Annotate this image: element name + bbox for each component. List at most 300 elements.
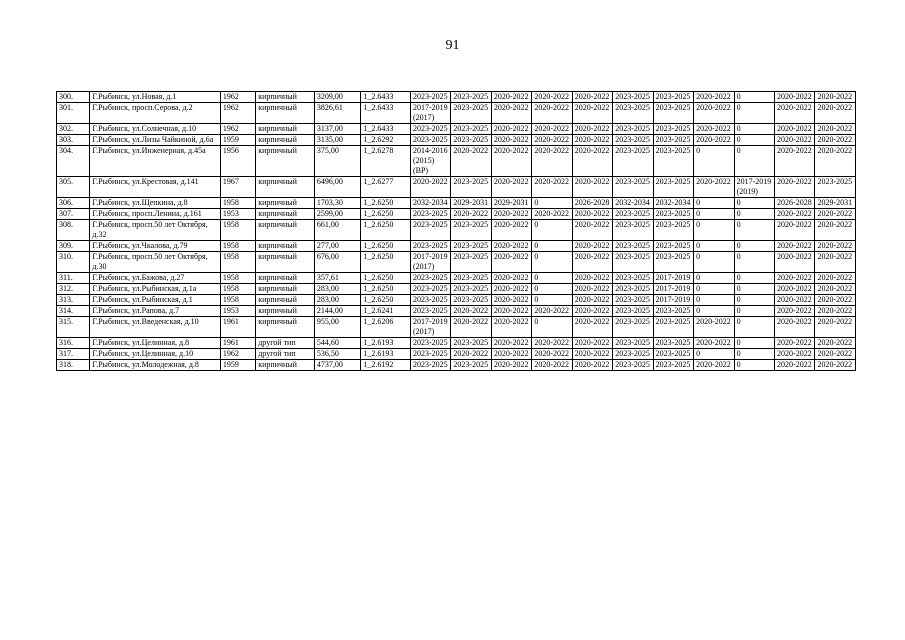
table-row: [57, 252, 856, 273]
row-number-cell: 313.: [57, 295, 90, 306]
work-period-cell: 2020-2022: [491, 317, 531, 338]
row-number-cell: 305.: [57, 177, 90, 198]
work-period-cell: 2020-2022: [572, 360, 612, 371]
work-period-cell: 2023-2025: [613, 349, 653, 360]
work-period-cell: 2023-2025: [451, 92, 491, 103]
work-period-cell: 2023-2025: [613, 209, 653, 220]
work-period-cell: 2023-2025: [410, 209, 450, 220]
work-period-cell: 2020-2022: [815, 360, 856, 371]
work-period-cell: 2020-2022: [491, 92, 531, 103]
work-period-cell: 2020-2022: [532, 177, 572, 198]
work-period-cell: 2020-2022: [694, 338, 734, 349]
work-period-cell: 2020-2022: [775, 306, 815, 317]
address-cell: Г.Рыбинск, ул.Рыбинская, д.1: [90, 295, 220, 306]
address-cell: Г.Рыбинск, ул.Целинная, д.8: [90, 338, 220, 349]
address-cell: Г.Рыбинск, ул.Рапова, д.7: [90, 306, 220, 317]
address-cell: Г.Рыбинск, просп.50 лет Октября, д.32: [90, 220, 220, 241]
work-period-cell: 0: [734, 360, 774, 371]
work-period-cell: 2020-2022: [572, 92, 612, 103]
area-cell: 3137,00: [314, 124, 361, 135]
work-period-cell: 2020-2022: [815, 295, 856, 306]
row-number-cell: 317.: [57, 349, 90, 360]
work-period-cell: 0: [694, 273, 734, 284]
work-period-cell: 2020-2022: [775, 220, 815, 241]
code-cell: 1_2.6433: [361, 103, 411, 124]
work-period-cell: 2020-2022: [491, 284, 531, 295]
wall-material-cell: кирпичный: [256, 177, 315, 198]
work-period-cell: 2020-2022: [532, 349, 572, 360]
area-cell: 283,00: [314, 284, 361, 295]
work-period-cell: 2026-2028: [572, 198, 612, 209]
code-cell: 1_2.6241: [361, 306, 411, 317]
work-period-cell: 0: [734, 338, 774, 349]
work-period-cell: 0: [734, 146, 774, 177]
work-period-cell: 2023-2025: [613, 306, 653, 317]
wall-material-cell: кирпичный: [256, 220, 315, 241]
work-period-cell: 0: [734, 241, 774, 252]
table-row: [57, 273, 856, 284]
work-period-cell: 2020-2022: [572, 273, 612, 284]
row-number-cell: 304.: [57, 146, 90, 177]
work-period-cell: 0: [734, 252, 774, 273]
work-period-cell: 2020-2022: [815, 252, 856, 273]
address-cell: Г.Рыбинск, ул.Молодежная, д.8: [90, 360, 220, 371]
work-period-cell: 2020-2022: [775, 338, 815, 349]
work-period-cell: 2020-2022: [532, 338, 572, 349]
work-period-cell: 2023-2025: [451, 124, 491, 135]
code-cell: 1_2.6193: [361, 338, 411, 349]
work-period-cell: 2020-2022: [815, 92, 856, 103]
work-period-cell: 2029-2031: [451, 198, 491, 209]
work-period-cell: 2020-2022: [532, 103, 572, 124]
row-number-cell: 314.: [57, 306, 90, 317]
work-period-cell: 2020-2022: [532, 92, 572, 103]
work-period-cell: 2023-2025: [451, 177, 491, 198]
address-cell: Г.Рыбинск, ул.Лизы Чайкиной, д.6a: [90, 135, 220, 146]
work-period-cell: 2023-2025: [410, 338, 450, 349]
year-built-cell: 1958: [220, 220, 255, 241]
work-period-cell: 2020-2022: [694, 92, 734, 103]
area-cell: 3826,61: [314, 103, 361, 124]
work-period-cell: 2020-2022: [694, 317, 734, 338]
year-built-cell: 1958: [220, 241, 255, 252]
area-cell: 1703,30: [314, 198, 361, 209]
code-cell: 1_2.6250: [361, 295, 411, 306]
work-period-cell: 0: [734, 103, 774, 124]
table-row: [57, 220, 856, 241]
work-period-cell: 0: [734, 317, 774, 338]
work-period-cell: 2029-2031: [815, 198, 856, 209]
work-period-cell: 2020-2022: [532, 124, 572, 135]
address-cell: Г.Рыбинск, ул.Рыбинская, д.1а: [90, 284, 220, 295]
work-period-cell: 2032-2034: [653, 198, 693, 209]
area-cell: 544,60: [314, 338, 361, 349]
work-period-cell: 2020-2022: [815, 273, 856, 284]
work-period-cell: 2020-2022: [775, 177, 815, 198]
work-period-cell: 2023-2025: [613, 284, 653, 295]
table-row: [57, 177, 856, 198]
row-number-cell: 315.: [57, 317, 90, 338]
work-period-cell: 0: [694, 209, 734, 220]
work-period-cell: 2020-2022: [694, 177, 734, 198]
work-period-cell: 0: [694, 198, 734, 209]
year-built-cell: 1956: [220, 146, 255, 177]
work-period-cell: 2020-2022: [532, 135, 572, 146]
work-period-cell: 2020-2022: [532, 146, 572, 177]
row-number-cell: 318.: [57, 360, 90, 371]
work-period-cell: 2023-2025: [653, 338, 693, 349]
work-period-cell: 2020-2022: [694, 360, 734, 371]
work-period-cell: 2023-2025: [613, 273, 653, 284]
work-period-cell: 0: [734, 92, 774, 103]
table-row: [57, 124, 856, 135]
housing-registry-table: [56, 91, 856, 371]
year-built-cell: 1958: [220, 273, 255, 284]
wall-material-cell: кирпичный: [256, 92, 315, 103]
address-cell: Г.Рыбинск, просп.Ленина, д.161: [90, 209, 220, 220]
work-period-cell: 2023-2025: [653, 177, 693, 198]
work-period-cell: 2020-2022: [572, 209, 612, 220]
address-cell: Г.Рыбинск, просп.Серова, д.2: [90, 103, 220, 124]
work-period-cell: 2020-2022: [775, 135, 815, 146]
work-period-cell: 2023-2025: [815, 177, 856, 198]
row-number-cell: 310.: [57, 252, 90, 273]
work-period-cell: 0: [734, 124, 774, 135]
code-cell: 1_2.6250: [361, 241, 411, 252]
area-cell: 676,00: [314, 252, 361, 273]
work-period-cell: 2020-2022: [491, 295, 531, 306]
work-period-cell: 2020-2022: [775, 317, 815, 338]
work-period-cell: 2020-2022: [532, 209, 572, 220]
work-period-cell: 2023-2025: [653, 103, 693, 124]
work-period-cell: 0: [734, 306, 774, 317]
work-period-cell: 2020-2022: [572, 124, 612, 135]
row-number-cell: 300.: [57, 92, 90, 103]
wall-material-cell: кирпичный: [256, 317, 315, 338]
work-period-cell: 2023-2025: [451, 273, 491, 284]
work-period-cell: 2020-2022: [775, 273, 815, 284]
area-cell: 2599,00: [314, 209, 361, 220]
row-number-cell: 306.: [57, 198, 90, 209]
row-number-cell: 309.: [57, 241, 90, 252]
table-row: [57, 135, 856, 146]
work-period-cell: 2023-2025: [451, 295, 491, 306]
work-period-cell: 2023-2025: [410, 295, 450, 306]
wall-material-cell: кирпичный: [256, 273, 315, 284]
work-period-cell: 0: [532, 295, 572, 306]
year-built-cell: 1958: [220, 295, 255, 306]
year-built-cell: 1967: [220, 177, 255, 198]
work-period-cell: 2023-2025: [410, 284, 450, 295]
work-period-cell: 2023-2025: [410, 273, 450, 284]
address-cell: Г.Рыбинск, ул.Крестовая, д.141: [90, 177, 220, 198]
area-cell: 277,00: [314, 241, 361, 252]
table-row: [57, 360, 856, 371]
work-period-cell: 2023-2025: [451, 338, 491, 349]
work-period-cell: 2020-2022: [572, 317, 612, 338]
work-period-cell: 2020-2022: [775, 360, 815, 371]
table-row: [57, 349, 856, 360]
work-period-cell: 2020-2022: [491, 209, 531, 220]
code-cell: 1_2.6192: [361, 360, 411, 371]
work-period-cell: 2017-2019 (2017): [410, 252, 450, 273]
work-period-cell: 2020-2022: [572, 252, 612, 273]
wall-material-cell: кирпичный: [256, 241, 315, 252]
area-cell: 3209,00: [314, 92, 361, 103]
wall-material-cell: кирпичный: [256, 295, 315, 306]
area-cell: 536,50: [314, 349, 361, 360]
wall-material-cell: кирпичный: [256, 135, 315, 146]
year-built-cell: 1958: [220, 252, 255, 273]
row-number-cell: 301.: [57, 103, 90, 124]
address-cell: Г.Рыбинск, ул.Введенская, д.10: [90, 317, 220, 338]
work-period-cell: 2023-2025: [451, 360, 491, 371]
area-cell: 283,00: [314, 295, 361, 306]
work-period-cell: 2023-2025: [653, 146, 693, 177]
work-period-cell: 2017-2019: [653, 273, 693, 284]
work-period-cell: 0: [734, 273, 774, 284]
work-period-cell: 2020-2022: [815, 146, 856, 177]
work-period-cell: 2023-2025: [451, 135, 491, 146]
work-period-cell: 2020-2022: [775, 209, 815, 220]
work-period-cell: 2020-2022: [491, 135, 531, 146]
work-period-cell: 2026-2028: [775, 198, 815, 209]
work-period-cell: 2023-2025: [410, 360, 450, 371]
address-cell: Г.Рыбинск, ул.Чкалова, д.79: [90, 241, 220, 252]
work-period-cell: 2017-2019 (2019): [734, 177, 774, 198]
work-period-cell: 2020-2022: [572, 295, 612, 306]
work-period-cell: 2023-2025: [613, 146, 653, 177]
work-period-cell: 2020-2022: [572, 284, 612, 295]
address-cell: Г.Рыбинск, просп.50 лет Октября, д.30: [90, 252, 220, 273]
work-period-cell: 2020-2022: [451, 146, 491, 177]
code-cell: 1_2.6250: [361, 273, 411, 284]
wall-material-cell: другой тип: [256, 349, 315, 360]
work-period-cell: 2020-2022: [775, 295, 815, 306]
work-period-cell: 0: [734, 209, 774, 220]
work-period-cell: 2020-2022: [572, 146, 612, 177]
work-period-cell: 2023-2025: [653, 349, 693, 360]
area-cell: 661,00: [314, 220, 361, 241]
table-row: [57, 146, 856, 177]
page-number: 91: [445, 38, 460, 53]
row-number-cell: 316.: [57, 338, 90, 349]
work-period-cell: 2023-2025: [613, 103, 653, 124]
row-number-cell: 312.: [57, 284, 90, 295]
work-period-cell: 2020-2022: [815, 209, 856, 220]
row-number-cell: 311.: [57, 273, 90, 284]
code-cell: 1_2.6278: [361, 146, 411, 177]
work-period-cell: 2020-2022: [815, 220, 856, 241]
code-cell: 1_2.6250: [361, 220, 411, 241]
work-period-cell: 2023-2025: [410, 135, 450, 146]
work-period-cell: 2020-2022: [491, 338, 531, 349]
work-period-cell: 2023-2025: [451, 103, 491, 124]
table-row: [57, 209, 856, 220]
work-period-cell: 0: [532, 252, 572, 273]
work-period-cell: 2020-2022: [451, 349, 491, 360]
work-period-cell: 0: [694, 349, 734, 360]
code-cell: 1_2.6250: [361, 284, 411, 295]
table-row: [57, 284, 856, 295]
work-period-cell: 2023-2025: [613, 252, 653, 273]
work-period-cell: 0: [532, 273, 572, 284]
year-built-cell: 1953: [220, 306, 255, 317]
year-built-cell: 1962: [220, 124, 255, 135]
work-period-cell: 0: [532, 220, 572, 241]
work-period-cell: 2020-2022: [815, 306, 856, 317]
work-period-cell: 2020-2022: [775, 124, 815, 135]
work-period-cell: 2014-2016 (2015) (ВР): [410, 146, 450, 177]
work-period-cell: 2023-2025: [653, 92, 693, 103]
work-period-cell: 2020-2022: [451, 209, 491, 220]
work-period-cell: 2020-2022: [775, 103, 815, 124]
wall-material-cell: кирпичный: [256, 360, 315, 371]
work-period-cell: 2023-2025: [613, 317, 653, 338]
work-period-cell: 2023-2025: [653, 360, 693, 371]
work-period-cell: 2017-2019: [653, 295, 693, 306]
table-row: [57, 92, 856, 103]
wall-material-cell: кирпичный: [256, 146, 315, 177]
table-row: [57, 295, 856, 306]
work-period-cell: 2023-2025: [410, 92, 450, 103]
code-cell: 1_2.6250: [361, 209, 411, 220]
work-period-cell: 2020-2022: [532, 360, 572, 371]
work-period-cell: 2023-2025: [653, 241, 693, 252]
work-period-cell: 2023-2025: [613, 92, 653, 103]
work-period-cell: 2023-2025: [451, 241, 491, 252]
year-built-cell: 1953: [220, 209, 255, 220]
work-period-cell: 2023-2025: [613, 295, 653, 306]
wall-material-cell: кирпичный: [256, 284, 315, 295]
work-period-cell: 2020-2022: [775, 284, 815, 295]
year-built-cell: 1962: [220, 103, 255, 124]
work-period-cell: 2020-2022: [815, 135, 856, 146]
year-built-cell: 1958: [220, 198, 255, 209]
year-built-cell: 1962: [220, 92, 255, 103]
work-period-cell: 2020-2022: [451, 306, 491, 317]
row-number-cell: 308.: [57, 220, 90, 241]
work-period-cell: 2032-2034: [613, 198, 653, 209]
wall-material-cell: кирпичный: [256, 306, 315, 317]
work-period-cell: 2020-2022: [572, 241, 612, 252]
work-period-cell: 2020-2022: [775, 92, 815, 103]
address-cell: Г.Рыбинск, ул.Бажова, д.27: [90, 273, 220, 284]
row-number-cell: 303.: [57, 135, 90, 146]
work-period-cell: 2029-2031: [491, 198, 531, 209]
work-period-cell: 2020-2022: [775, 349, 815, 360]
work-period-cell: 2020-2022: [815, 349, 856, 360]
year-built-cell: 1959: [220, 135, 255, 146]
work-period-cell: 0: [532, 198, 572, 209]
work-period-cell: 2020-2022: [815, 124, 856, 135]
work-period-cell: 2020-2022: [491, 241, 531, 252]
table-row: [57, 198, 856, 209]
work-period-cell: 2020-2022: [572, 177, 612, 198]
work-period-cell: 2020-2022: [491, 103, 531, 124]
work-period-cell: 2020-2022: [410, 177, 450, 198]
work-period-cell: 2023-2025: [613, 177, 653, 198]
work-period-cell: 2023-2025: [613, 135, 653, 146]
code-cell: 1_2.6206: [361, 317, 411, 338]
work-period-cell: 2020-2022: [775, 146, 815, 177]
code-cell: 1_2.6433: [361, 92, 411, 103]
work-period-cell: 2023-2025: [653, 135, 693, 146]
work-period-cell: 0: [694, 284, 734, 295]
work-period-cell: 2023-2025: [451, 252, 491, 273]
work-period-cell: 2023-2025: [410, 241, 450, 252]
year-built-cell: 1961: [220, 338, 255, 349]
work-period-cell: 2020-2022: [572, 349, 612, 360]
work-period-cell: 0: [734, 135, 774, 146]
wall-material-cell: кирпичный: [256, 198, 315, 209]
work-period-cell: 0: [734, 220, 774, 241]
work-period-cell: 0: [532, 317, 572, 338]
work-period-cell: 2023-2025: [451, 284, 491, 295]
table-row: [57, 306, 856, 317]
code-cell: 1_2.6433: [361, 124, 411, 135]
code-cell: 1_2.6292: [361, 135, 411, 146]
work-period-cell: 2020-2022: [694, 124, 734, 135]
table-row: [57, 317, 856, 338]
work-period-cell: 0: [694, 295, 734, 306]
work-period-cell: 2020-2022: [572, 220, 612, 241]
work-period-cell: 2020-2022: [775, 252, 815, 273]
work-period-cell: 2020-2022: [491, 177, 531, 198]
area-cell: 6496,00: [314, 177, 361, 198]
wall-material-cell: другой тип: [256, 338, 315, 349]
row-number-cell: 302.: [57, 124, 90, 135]
work-period-cell: 2020-2022: [491, 146, 531, 177]
table-row: [57, 103, 856, 124]
work-period-cell: 2023-2025: [613, 220, 653, 241]
work-period-cell: 2020-2022: [815, 241, 856, 252]
work-period-cell: 2023-2025: [613, 338, 653, 349]
work-period-cell: 2020-2022: [815, 284, 856, 295]
work-period-cell: 2023-2025: [653, 209, 693, 220]
area-cell: 2144,00: [314, 306, 361, 317]
code-cell: 1_2.6193: [361, 349, 411, 360]
work-period-cell: 2017-2019: [653, 284, 693, 295]
work-period-cell: 2023-2025: [410, 306, 450, 317]
address-cell: Г.Рыбинск, ул.Новая, д.1: [90, 92, 220, 103]
address-cell: Г.Рыбинск, ул.Щепкина, д.8: [90, 198, 220, 209]
wall-material-cell: кирпичный: [256, 124, 315, 135]
work-period-cell: 2023-2025: [653, 124, 693, 135]
code-cell: 1_2.6277: [361, 177, 411, 198]
work-period-cell: 2023-2025: [653, 306, 693, 317]
area-cell: 4737,00: [314, 360, 361, 371]
work-period-cell: 2023-2025: [410, 124, 450, 135]
table-row: [57, 338, 856, 349]
work-period-cell: 2020-2022: [775, 241, 815, 252]
work-period-cell: 2023-2025: [653, 317, 693, 338]
work-period-cell: 2032-2034: [410, 198, 450, 209]
year-built-cell: 1958: [220, 284, 255, 295]
work-period-cell: 2020-2022: [491, 273, 531, 284]
wall-material-cell: кирпичный: [256, 103, 315, 124]
row-number-cell: 307.: [57, 209, 90, 220]
work-period-cell: 2023-2025: [410, 220, 450, 241]
work-period-cell: 2017-2019 (2017): [410, 317, 450, 338]
area-cell: 955,00: [314, 317, 361, 338]
work-period-cell: 0: [694, 146, 734, 177]
work-period-cell: 0: [734, 198, 774, 209]
work-period-cell: 2023-2025: [451, 220, 491, 241]
work-period-cell: 2020-2022: [572, 338, 612, 349]
year-built-cell: 1962: [220, 349, 255, 360]
work-period-cell: 0: [532, 284, 572, 295]
